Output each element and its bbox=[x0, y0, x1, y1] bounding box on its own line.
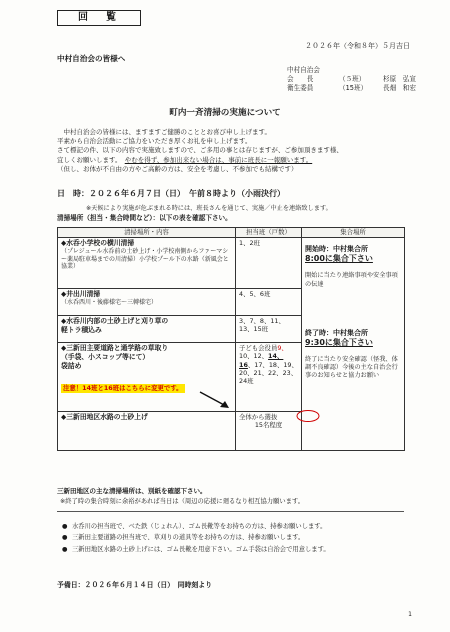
document-title: 町内一斉清掃の実施について bbox=[169, 108, 281, 118]
table-row bbox=[58, 238, 405, 289]
location-cell bbox=[58, 238, 236, 289]
cleaning-schedule-table bbox=[57, 227, 405, 451]
column-header: 清掃場所・内容 bbox=[58, 228, 236, 238]
start-meeting-label: 開始時：中村集合所 bbox=[305, 245, 368, 253]
list-item bbox=[62, 521, 330, 532]
sender-row bbox=[287, 75, 416, 84]
end-meeting-time: 9:30に集合下さい bbox=[305, 337, 373, 347]
circulation-stamp: 回 覧 bbox=[57, 10, 141, 26]
sender-team: （15班） bbox=[339, 83, 368, 92]
teams-value: 15名程度 bbox=[254, 421, 283, 430]
sender-org: 中村自治会 bbox=[287, 66, 320, 74]
finish-note: ※終了時の集合時刻に余裕があれば当日は（周辺の応援に廻るなり相互協力願います。 bbox=[60, 498, 305, 505]
event-datetime: 日 時：２０２６年６月７日（日） 午前８時より（小雨決行） bbox=[57, 189, 285, 198]
list-item bbox=[62, 544, 330, 555]
location-cell bbox=[58, 316, 236, 343]
teams-cell bbox=[236, 316, 302, 343]
change-notice: 注意！14班と16班はこちらに変更です。 bbox=[63, 384, 183, 393]
column-header: 集合場所 bbox=[302, 228, 405, 238]
location-title-cont: 軽トラ積込み bbox=[61, 325, 102, 334]
teams-value: 1、2班 bbox=[239, 239, 260, 247]
table-caption: 清掃場所（担当・集合時間など）：以下の表を確認下さい。 bbox=[57, 214, 232, 222]
teams-cell bbox=[236, 343, 302, 412]
body-line: 平素から自治会活動にご協力をいただき厚くお礼を申し上げます。 bbox=[57, 137, 252, 146]
spacer bbox=[61, 370, 232, 382]
teams-value: 、17、18、19、20、21、22、23、24班 bbox=[239, 360, 298, 386]
greeting-body bbox=[57, 128, 417, 174]
end-meeting-note: 終了に当たり安全確認（怪我、体調不良確認）今後の主な自治会行事のお知らせと協力お願い bbox=[305, 356, 398, 380]
page-number: 1 bbox=[408, 611, 412, 618]
list-item-text: 三新田主要道路の担当班で、草刈りの道具等をお持ちの方は、持参お願いします。 bbox=[72, 534, 305, 542]
sender-name: 長畑 和宏 bbox=[383, 83, 416, 92]
body-line: さて標記の件、以下の内容で実施致しますので、ご多用の事とは存じますが、ご参加頂きます様、 bbox=[57, 146, 343, 155]
body-line: （但し、お体が不自由の方やご高齢の方は、安全を考慮し、不参加でも結構です） bbox=[57, 164, 298, 173]
teams-cell bbox=[236, 289, 302, 316]
location-title: ◆井出川清掃 bbox=[61, 290, 101, 298]
sender-team: （５班） bbox=[339, 74, 366, 83]
location-title: ◆三新田地区水路の土砂上げ bbox=[61, 413, 148, 421]
body-line bbox=[57, 156, 417, 165]
arrow-icon bbox=[198, 390, 232, 412]
teams-cell bbox=[236, 238, 302, 289]
changed-teams: 14、16 bbox=[239, 352, 284, 369]
teams-value: 子ども会役員 bbox=[239, 344, 278, 352]
highlight-circle-icon bbox=[295, 409, 321, 423]
sender-role: 会 長 bbox=[287, 74, 314, 83]
teams-value: 3、7、8、11、13、15班 bbox=[239, 317, 285, 334]
absence-notice: やむを得ず、参加出来ない場合は、事前に班長に一報願います。 bbox=[124, 155, 313, 164]
location-detail: （プレジュール水呑前の土砂上げ・小学校南側からファーマシー薬局駐車場までの川清掃）小学校プール下の水路（新風会と協業） bbox=[61, 247, 229, 271]
sender-block bbox=[287, 66, 416, 93]
location-detail: （水呑西川・後藤様宅〜三轉様宅） bbox=[61, 298, 158, 306]
body-line-start: 宜しくお願いします。 bbox=[57, 155, 125, 164]
bullet-icon: ● bbox=[62, 523, 68, 530]
divider bbox=[57, 511, 404, 512]
list-item-text: 三新田地区水路の土砂上げには、ゴム長靴を用意下さい。ゴム手袋は自治会で用意します。 bbox=[72, 545, 330, 553]
backup-date: 予備日：２０２６年６月１４日（日） 同時刻より bbox=[57, 581, 213, 589]
sender-role: 衛生委員 bbox=[287, 83, 314, 92]
list-item-text: 水呑川の担当班で、ベた鉄（じょれん）、ゴム長靴等をお持ちの方は、持参お願いします。 bbox=[72, 523, 327, 530]
teams-value: 10、12、 bbox=[239, 352, 269, 361]
column-header: 担当班（戸数） bbox=[236, 228, 302, 238]
bullet-icon: ● bbox=[62, 534, 68, 542]
location-title-cont: 袋詰め bbox=[61, 361, 82, 370]
issue-date: ２０２６年（令和８年）５月吉日 bbox=[305, 42, 410, 50]
location-cell bbox=[58, 412, 236, 451]
sender-row bbox=[287, 84, 416, 93]
body-line: 中村自治会の皆様には、ますますご健勝のこととお喜び申し上げます。 bbox=[57, 128, 271, 136]
teams-value: 9、 bbox=[277, 344, 288, 352]
rain-note: ※天候により実施が危ぶまれる時には、班長さんを通じて、実施／中止を連絡致します。 bbox=[86, 205, 332, 212]
end-meeting-label: 終了時：中村集合所 bbox=[305, 328, 368, 337]
bullet-icon: ● bbox=[62, 545, 68, 553]
list-item bbox=[62, 532, 330, 543]
start-meeting-time: 8:00に集合下さい bbox=[305, 254, 373, 264]
teams-cell bbox=[236, 412, 302, 451]
location-title: ◆水呑川内部の土砂上げと刈り草の bbox=[61, 317, 169, 325]
teams-value: 4、5、6班 bbox=[239, 290, 271, 298]
start-meeting-note: 開始に当たり連絡事項や安全事項の伝達 bbox=[305, 272, 398, 288]
table-header-row bbox=[58, 228, 405, 238]
location-title: ◆水呑小学校の横川清掃 bbox=[61, 239, 135, 247]
location-title: ◆三新田主要道路と通学路の草取り bbox=[61, 344, 169, 352]
equipment-notes bbox=[62, 521, 330, 555]
addressee: 中村自治会の皆様へ bbox=[57, 54, 126, 63]
map-note: 三新田地区の主な清掃場所は、別紙を確認下さい。 bbox=[57, 487, 207, 495]
location-title-cont: （手袋、小スコップ等にて） bbox=[61, 352, 150, 361]
teams-value: 全体から選抜 bbox=[239, 413, 278, 421]
sender-name: 杉原 弘宣 bbox=[383, 74, 416, 83]
location-cell bbox=[58, 289, 236, 316]
